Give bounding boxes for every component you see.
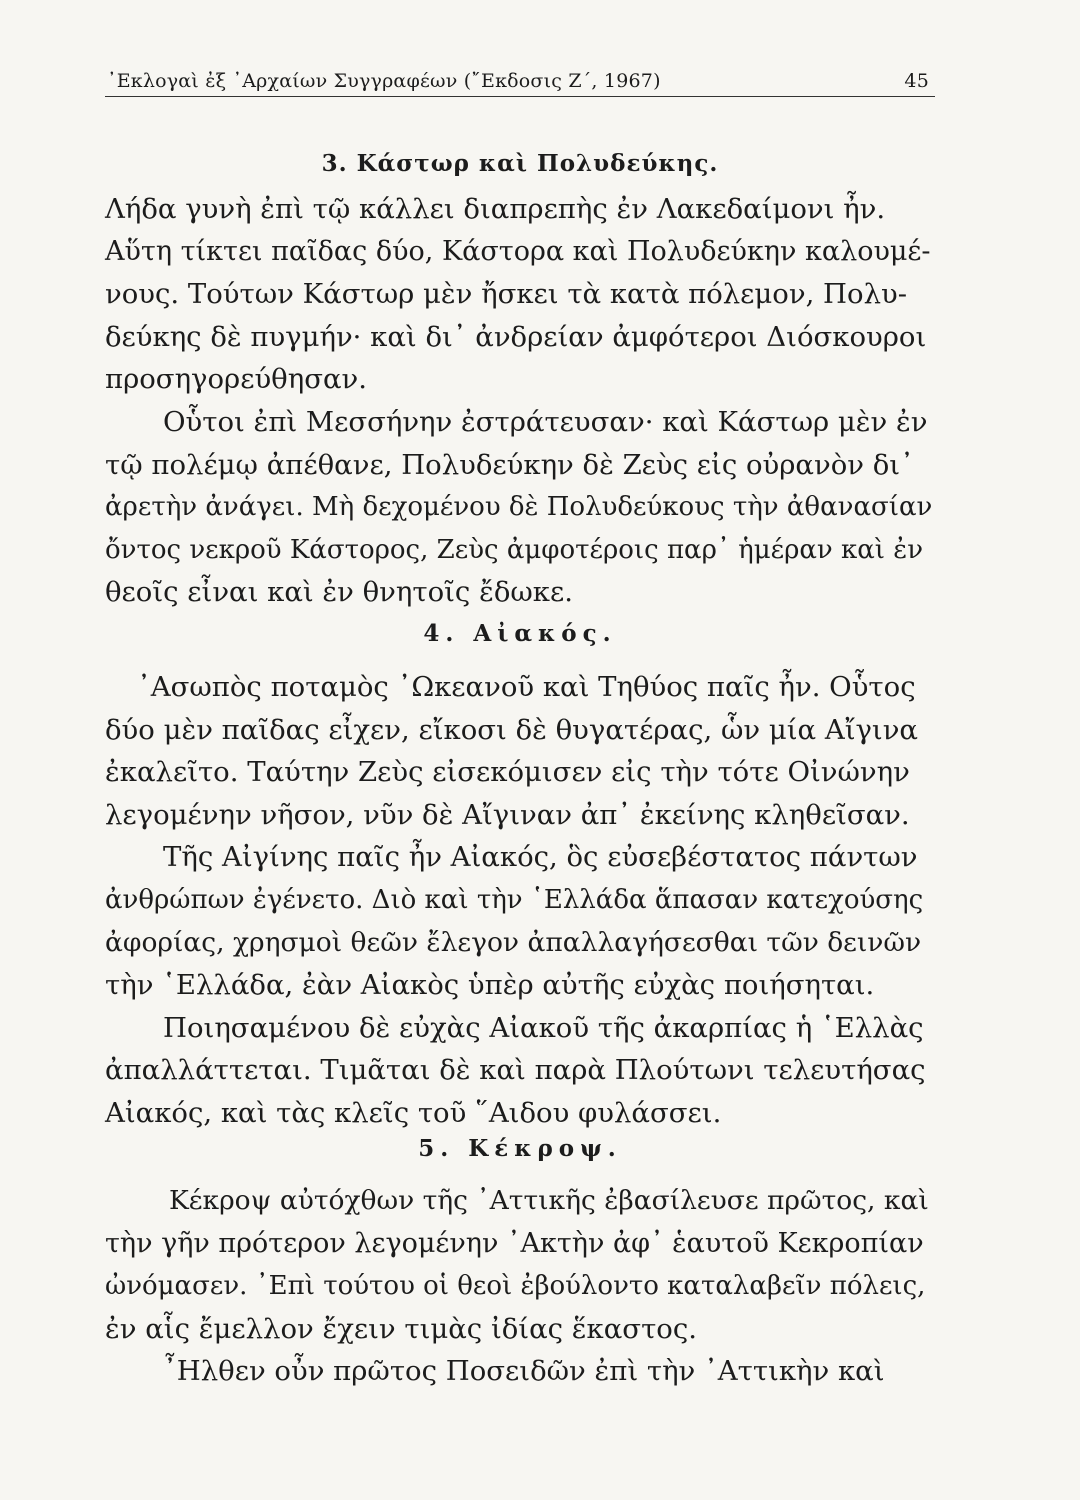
text-line: τὴν γῆν πρότερον λεγομένην ᾿Ακτὴν ἀφ᾿ ἑαυτοῦ Κεκροπίαν [105, 1227, 924, 1259]
section-5 [105, 1135, 935, 1162]
text-line: ἀνθρώπων ἐγένετο. Διὸ καὶ τὴν ῾Ελλάδα ἅπασαν κατεχούσης [105, 884, 924, 915]
section-3 [105, 150, 935, 177]
text-line: ἐν αἷς ἔμελλον ἔχειν τιμὰς ἰδίας ἕκαστος. [105, 1312, 697, 1345]
paragraph [105, 1007, 935, 1050]
section-4 [105, 620, 935, 647]
paragraph [105, 1350, 935, 1393]
section-heading: 3. Κάστωρ καὶ Πολυδεύκης. [321, 150, 719, 177]
text-line: λεγομένην νῆσον, νῦν δὲ Αἴγιναν ἀπ᾿ ἐκείνης κληθεῖσαν. [105, 798, 910, 831]
text-line: ὠνόμασεν. ᾿Επὶ τούτου οἱ θεοὶ ἐβούλοντο καταλαβεῖν πόλεις, [105, 1271, 926, 1302]
paragraph [105, 1049, 935, 1134]
running-head [105, 70, 935, 97]
text-line: Οὗτοι ἐπὶ Μεσσήνην ἐστράτευσαν· καὶ Κάστωρ μὲν ἐν [163, 405, 928, 438]
running-head-title: ᾿Εκλογαὶ ἐξ ᾿Αρχαίων Συγγραφέων (῎Εκδοσις Ζ΄, 1967) [107, 70, 661, 92]
text-line: Λήδα γυνὴ ἐπὶ τῷ κάλλει διαπρεπὴς ἐν Λακεδαίμονι ἦν. [105, 193, 886, 225]
paragraph [105, 879, 935, 1007]
paragraph [105, 188, 935, 401]
text-line: Ποιησαμένου δὲ εὐχὰς Αἰακοῦ τῆς ἀκαρπίας ἡ ῾Ελλὰς [163, 1011, 924, 1044]
text-line: τὴν ῾Ελλάδα, ἐὰν Αἰακὸς ὑπὲρ αὐτῆς εὐχὰς ποιήσηται. [105, 969, 875, 1002]
paragraph [105, 666, 935, 709]
text-line: δεύκης δὲ πυγμήν· καὶ δι᾿ ἀνδρείαν ἀμφότεροι Διόσκουροι [105, 320, 927, 353]
text-line: τῷ πολέμῳ ἀπέθανε, Πολυδεύκην δὲ Ζεὺς εἰς οὐρανὸν δι᾿ [105, 448, 914, 481]
paragraph [105, 444, 935, 614]
text-line: ἀπαλλάττεται. Τιμᾶται δὲ καὶ παρὰ Πλούτωνι τελευτήσας [105, 1054, 926, 1087]
text-line: ἀφορίας, χρησμοὶ θεῶν ἔλεγον ἀπαλλαγήσεσθαι τῶν δεινῶν [105, 926, 922, 958]
text-line: ὄντος νεκροῦ Κάστορος, Ζεὺς ἀμφοτέροις παρ᾿ ἡμέραν καὶ ἐν [105, 534, 924, 565]
text-line: Κέκροψ αὐτόχθων τῆς ᾿Αττικῆς ἐβασίλευσε πρῶτος, καὶ [169, 1185, 929, 1216]
text-line: δύο μὲν παῖδας εἶχεν, εἴκοσι δὲ θυγατέρας, ὧν μία Αἴγινα [105, 713, 918, 746]
paragraph [105, 1180, 935, 1223]
text-line: Τῆς Αἰγίνης παῖς ἦν Αἰακός, ὃς εὐσεβέστατος πάντων [163, 841, 918, 874]
section-4-body [105, 666, 935, 1135]
text-line: ἀρετὴν ἀνάγει. Μὴ δεχομένου δὲ Πολυδεύκους τὴν ἀθανασίαν [105, 492, 933, 523]
section-5-body [105, 1180, 935, 1393]
text-line: ῏Ηλθεν οὖν πρῶτος Ποσειδῶν ἐπὶ τὴν ᾿Αττικὴν καὶ [163, 1355, 885, 1388]
text-line: ἐκαλεῖτο. Ταύτην Ζεὺς εἰσεκόμισεν εἰς τὴν τότε Οἰνώνην [105, 756, 910, 789]
section-heading: 5. Κέκροψ. [418, 1135, 622, 1162]
section-3-body [105, 188, 935, 614]
paragraph [105, 1223, 935, 1351]
text-line: προσηγορεύθησαν. [105, 363, 368, 396]
text-line: ᾿Ασωπὸς ποταμὸς ᾿Ωκεανοῦ καὶ Τηθύος παῖς ἦν. Οὗτος [137, 671, 916, 703]
paragraph [105, 401, 935, 444]
text-line: Αὕτη τίκτει παῖδας δύο, Κάστορα καὶ Πολυδεύκην καλουμέ- [105, 235, 931, 267]
page-number: 45 [904, 70, 929, 92]
text-line: νους. Τούτων Κάστωρ μὲν ἤσκει τὰ κατὰ πόλεμον, Πολυ- [105, 278, 908, 311]
paragraph [105, 709, 935, 837]
text-line: θεοῖς εἶναι καὶ ἐν θνητοῖς ἔδωκε. [105, 576, 573, 609]
text-line: Αἰακός, καὶ τὰς κλεῖς τοῦ ῞Αιδου φυλάσσει. [105, 1096, 722, 1129]
section-heading: 4. Αἰακός. [423, 620, 617, 647]
paragraph [105, 836, 935, 879]
book-page [105, 70, 935, 1388]
